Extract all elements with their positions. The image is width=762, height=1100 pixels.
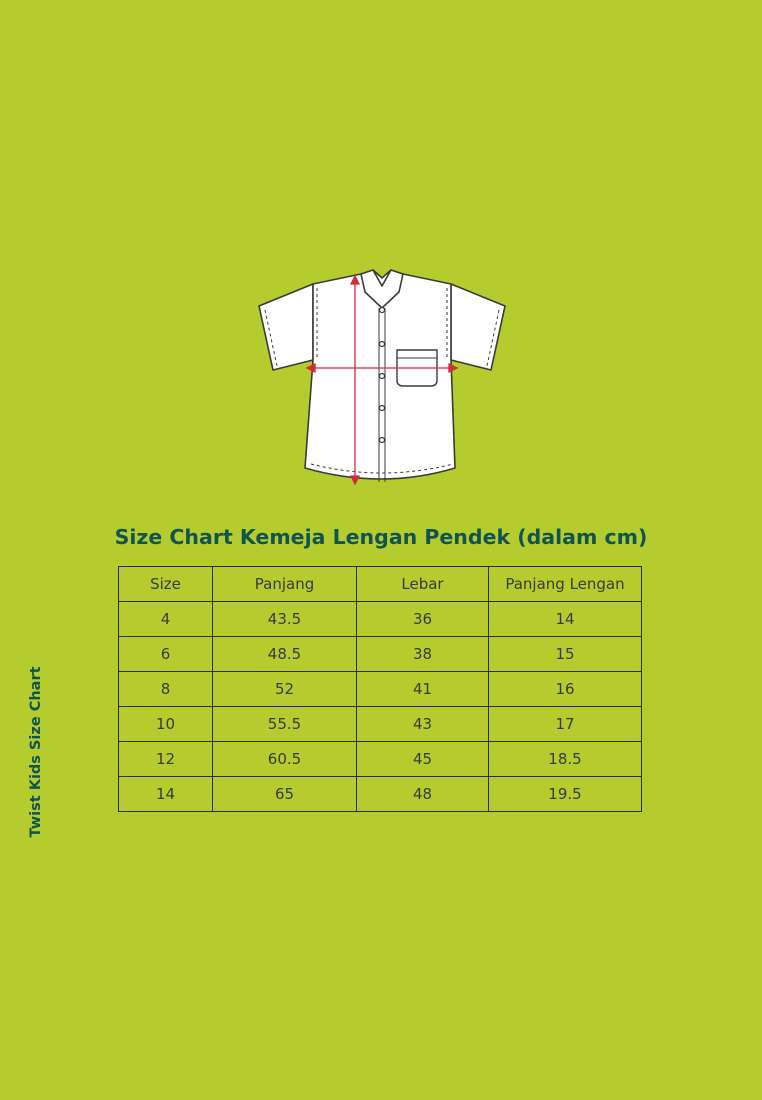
cell-panjang: 52	[213, 672, 357, 707]
header-panjang: Panjang	[213, 567, 357, 602]
cell-size: 12	[119, 742, 213, 777]
table-row	[119, 777, 642, 812]
table-header-row	[119, 567, 642, 602]
cell-lebar: 43	[357, 707, 489, 742]
cell-lebar: 41	[357, 672, 489, 707]
brand-side-label: Twist Kids Size Chart	[28, 666, 44, 838]
table-row	[119, 672, 642, 707]
cell-panjang-lengan: 16	[489, 672, 642, 707]
cell-panjang: 60.5	[213, 742, 357, 777]
cell-size: 10	[119, 707, 213, 742]
table-row	[119, 637, 642, 672]
header-panjang-lengan: Panjang Lengan	[489, 567, 642, 602]
size-table	[118, 566, 642, 812]
cell-lebar: 45	[357, 742, 489, 777]
cell-panjang-lengan: 19.5	[489, 777, 642, 812]
header-lebar: Lebar	[357, 567, 489, 602]
cell-size: 6	[119, 637, 213, 672]
cell-panjang: 65	[213, 777, 357, 812]
cell-size: 4	[119, 602, 213, 637]
header-size: Size	[119, 567, 213, 602]
cell-lebar: 48	[357, 777, 489, 812]
cell-size: 14	[119, 777, 213, 812]
cell-panjang-lengan: 18.5	[489, 742, 642, 777]
table-row	[119, 707, 642, 742]
cell-panjang: 55.5	[213, 707, 357, 742]
chart-title: Size Chart Kemeja Lengan Pendek (dalam cm)	[114, 525, 648, 549]
cell-size: 8	[119, 672, 213, 707]
table-row	[119, 602, 642, 637]
table-row	[119, 742, 642, 777]
cell-lebar: 38	[357, 637, 489, 672]
cell-panjang-lengan: 17	[489, 707, 642, 742]
shirt-illustration	[255, 268, 509, 492]
cell-lebar: 36	[357, 602, 489, 637]
cell-panjang-lengan: 15	[489, 637, 642, 672]
cell-panjang: 43.5	[213, 602, 357, 637]
cell-panjang-lengan: 14	[489, 602, 642, 637]
short-sleeve-shirt-icon	[255, 268, 509, 492]
cell-panjang: 48.5	[213, 637, 357, 672]
